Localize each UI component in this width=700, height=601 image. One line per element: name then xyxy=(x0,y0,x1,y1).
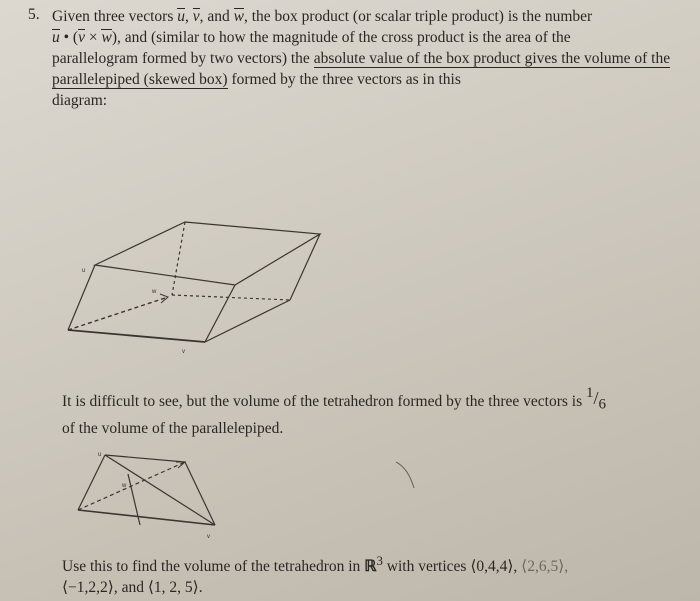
vector-w: w xyxy=(233,8,244,25)
tetrahedron-diagram xyxy=(78,455,215,525)
end-period: . xyxy=(198,579,203,597)
expr-times: × xyxy=(84,29,102,46)
tet-inner-line xyxy=(128,474,140,525)
tet-edge-w xyxy=(78,462,185,510)
problem-number: 5. xyxy=(28,6,40,23)
tet-edge-u xyxy=(78,455,105,510)
diagram1-label-u: u xyxy=(82,268,86,274)
fraction-numerator: 1 xyxy=(585,385,594,401)
parallelepiped-diagram xyxy=(68,222,320,342)
expr-u: u xyxy=(52,29,60,46)
diagram2-label-v: v xyxy=(207,534,210,540)
expr-close: ), and (similar to how the magnitude of the cross product is the area of the xyxy=(111,29,571,46)
vector-v: v xyxy=(192,8,200,25)
sep-2: , xyxy=(564,558,569,576)
top-face xyxy=(95,222,320,285)
sep-1: , xyxy=(513,558,522,576)
hidden-edge-back xyxy=(172,295,290,300)
and-text: , and xyxy=(113,579,148,597)
tet-arrow xyxy=(176,462,185,468)
diagram1-label-v: v xyxy=(182,349,185,355)
field-exponent: 3 xyxy=(376,553,383,568)
problem-line1-suffix: , the box product (or scalar triple product) is the number xyxy=(244,8,593,25)
hidden-edge-vertical xyxy=(172,222,185,295)
para3-mid: with vertices xyxy=(382,558,471,576)
tet-edge-top xyxy=(105,455,185,462)
edge-bottom xyxy=(68,330,205,342)
pencil-mark xyxy=(396,462,414,488)
problem-line4-suffix: formed by the three vectors as in this xyxy=(227,71,461,88)
para3-text: Use this to find the volume of the tetrahedron in xyxy=(62,558,365,576)
vector-u: u xyxy=(177,8,185,25)
diagram2-label-w: w xyxy=(122,483,127,489)
fraction-one-sixth: $^1/_6$ xyxy=(585,385,606,413)
edge-back-right xyxy=(290,234,320,300)
expr-v: v xyxy=(78,29,85,46)
problem-line5: diagram: xyxy=(52,92,108,109)
edge-bottom-right xyxy=(205,300,290,342)
problem-text: Given three vectors u, v, and w, the box product (or scalar triple product) is the number u • (v × w), and (similar to how the magnitude of the cross product is the area of the parallelogram formed by two vectors) the absolute value of the box product gives the volume of the parallelepiped (skewed box) formed by the three vectors as in this diagram: xyxy=(52,8,671,109)
expr-open: • ( xyxy=(59,29,79,46)
problem-line3: parallelogram formed by two vectors) the xyxy=(52,50,314,67)
problem-line1-mid: , and xyxy=(199,8,234,25)
vertex-3: ⟨−1,2,2⟩ xyxy=(62,579,114,597)
underlined-statement: absolute value of the box product gives the volume of the parallelepiped (skewed box) xyxy=(52,50,671,88)
field-r: ℝ xyxy=(364,558,377,576)
vertex-4: ⟨1, 2, 5⟩ xyxy=(147,579,199,597)
fraction-denominator: 6 xyxy=(598,396,606,413)
vertex-1: ⟨0,4,4⟩ xyxy=(470,558,514,576)
hidden-edge-w xyxy=(68,298,165,330)
edge-front-right xyxy=(205,285,235,342)
edge-left xyxy=(68,265,95,330)
para2-text: It is difficult to see, but the volume of the tetrahedron formed by the three vectors is xyxy=(62,393,586,410)
expr-w: w xyxy=(101,29,112,46)
vertex-2: ⟨2,6,5⟩ xyxy=(521,558,565,576)
diagram2-label-u: u xyxy=(98,452,102,458)
diagram1-label-w: w xyxy=(152,289,157,295)
tetrahedron-paragraph xyxy=(62,385,662,439)
task-paragraph xyxy=(62,550,682,598)
para2-text2: of the volume of the parallelepiped. xyxy=(62,419,284,437)
problem-line1-prefix: Given three vectors xyxy=(52,8,178,25)
